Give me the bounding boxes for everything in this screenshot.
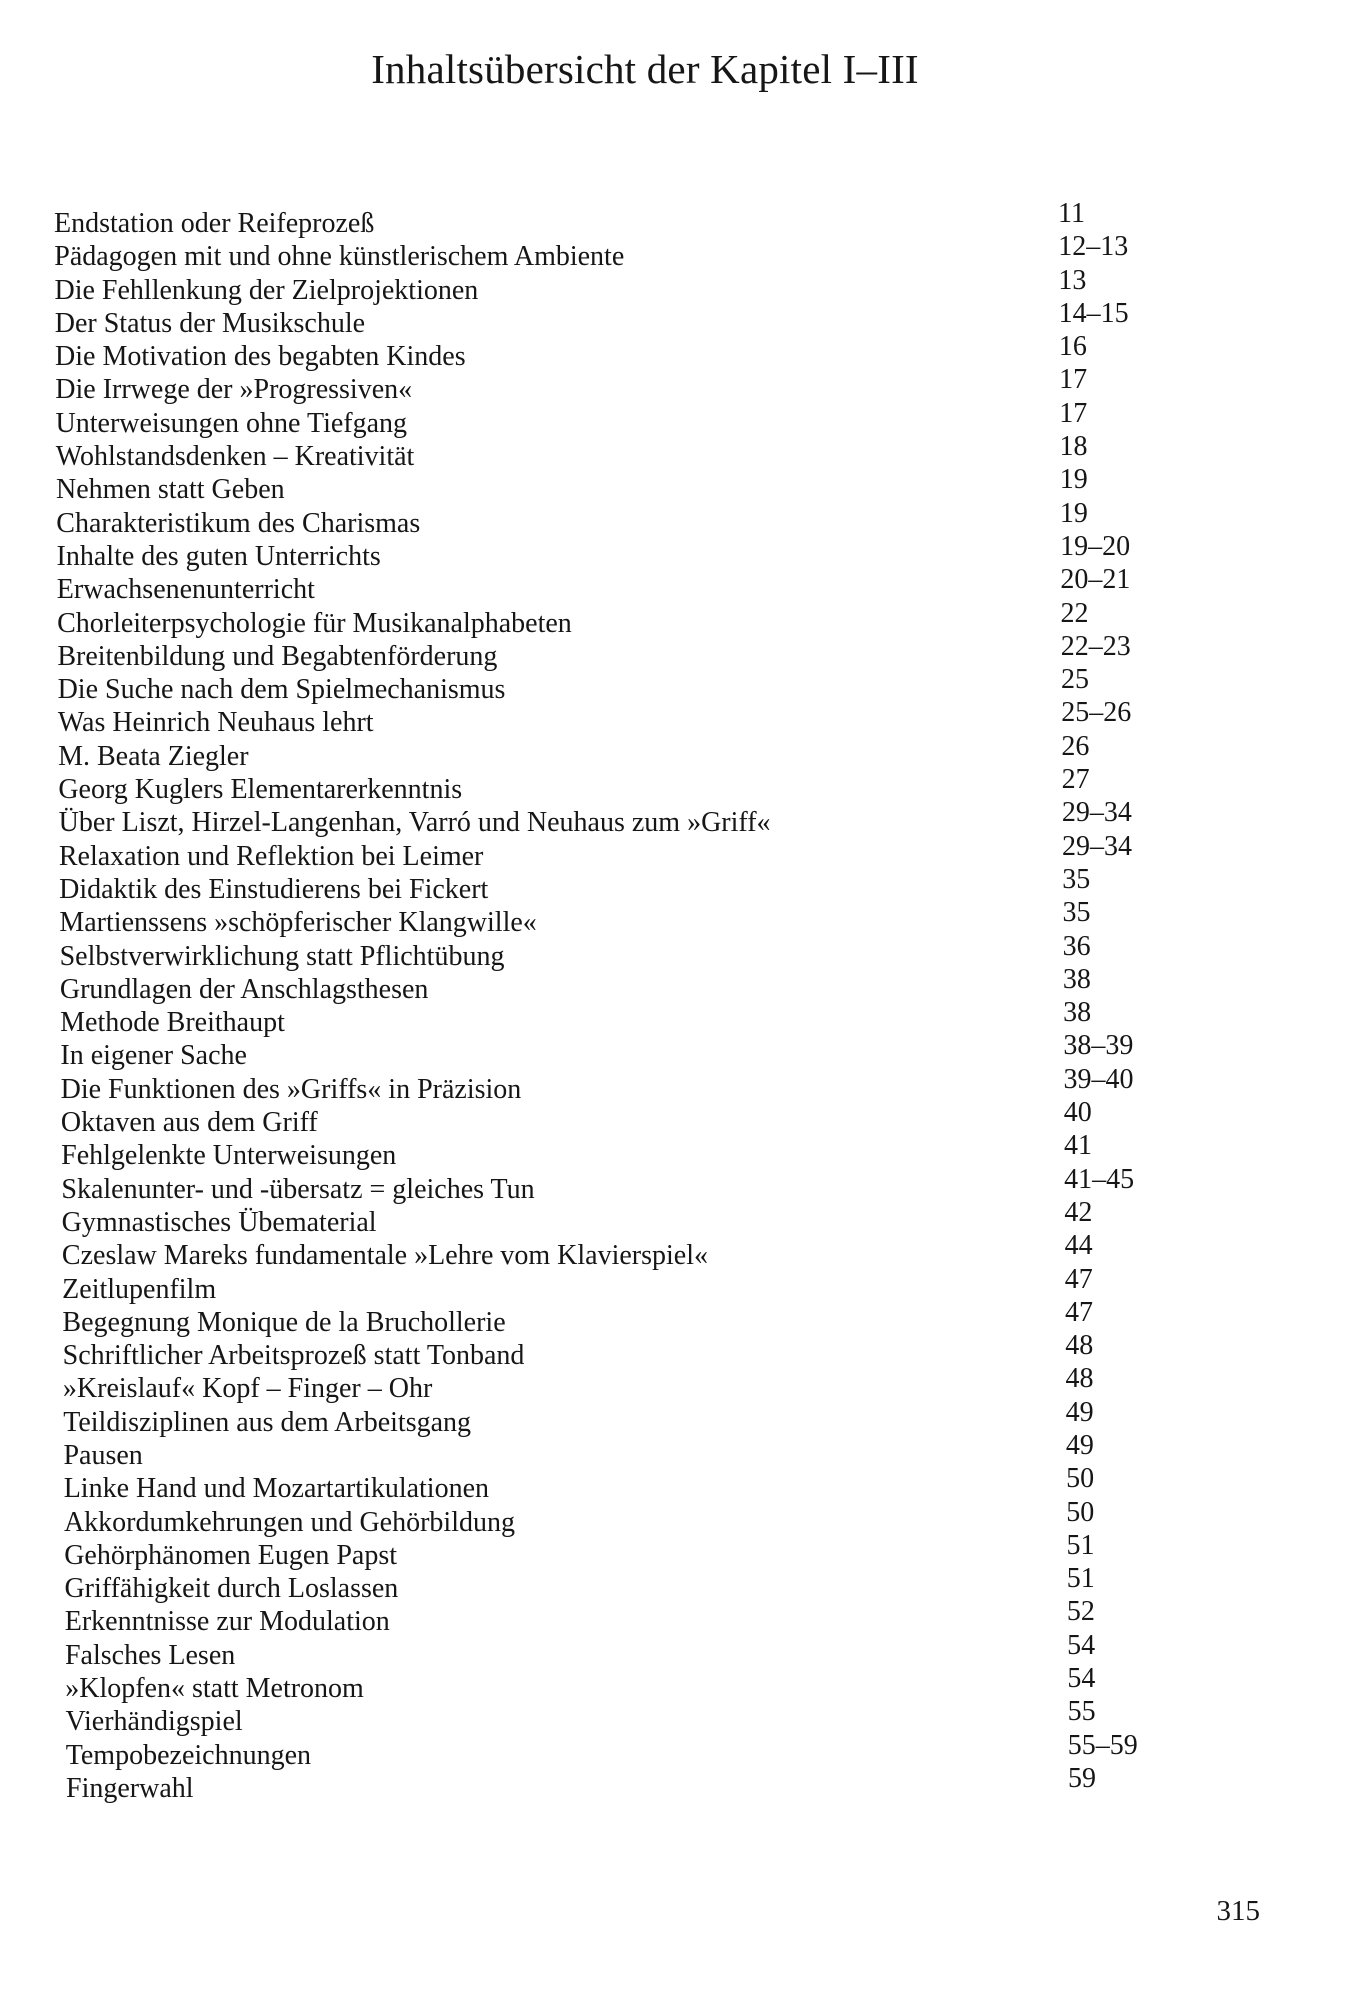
toc-entry-title: Grundlagen der Anschlagsthesen [59, 973, 429, 1005]
toc-entry-page: 59 [1068, 1762, 1096, 1794]
toc-entry [0, 797, 1358, 839]
toc-entry-page: 19–20 [1060, 530, 1131, 562]
toc-entry [0, 1163, 1358, 1205]
toc-entry [0, 497, 1358, 539]
toc-entry-title: Selbstverwirklichung statt Pflichtübung [59, 940, 505, 972]
toc-entry [0, 697, 1358, 739]
toc-entry-title: Pädagogen mit und ohne künstlerischem Ambiente [54, 241, 625, 273]
toc-entry [0, 1496, 1358, 1538]
toc-entry-page: 50 [1066, 1496, 1095, 1528]
toc-entry-page: 19 [1059, 497, 1088, 529]
toc-entry [0, 963, 1358, 1005]
toc-entry [0, 764, 1358, 806]
toc-entry-title: Fehlgelenkte Unterweisungen [61, 1140, 397, 1172]
toc-entry-title: Fingerwahl [66, 1772, 194, 1804]
toc-entry-page: 40 [1063, 1097, 1092, 1129]
toc-entry-title: Relaxation und Reflektion bei Leimer [58, 840, 484, 872]
toc-entry [0, 1529, 1358, 1571]
page-title: Inhaltsübersicht der Kapitel I–III [371, 46, 919, 92]
toc-entry-title: Der Status der Musikschule [54, 307, 366, 339]
toc-entry [0, 1396, 1358, 1438]
toc-entry-page: 16 [1058, 331, 1087, 363]
toc-entry-title: Vierhändigspiel [65, 1706, 243, 1738]
toc-entry-page: 22 [1060, 597, 1089, 629]
toc-entry [0, 198, 1358, 239]
toc-entry-page: 44 [1064, 1230, 1093, 1262]
toc-entry-title: »Klopfen« statt Metronom [65, 1673, 364, 1705]
toc-entry-page: 41–45 [1064, 1163, 1135, 1195]
toc-entry [0, 264, 1358, 306]
toc-entry-title: »Kreislauf« Kopf – Finger – Ohr [62, 1373, 433, 1405]
toc-entry-page: 55 [1067, 1696, 1096, 1728]
toc-entry-title: Skalenunter- und -übersatz = gleiches Tun [61, 1173, 535, 1205]
toc-entry [0, 664, 1358, 706]
toc-entry [0, 564, 1358, 606]
toc-entry-title: Nehmen statt Geben [56, 474, 285, 506]
toc-entry-page: 48 [1065, 1330, 1094, 1362]
toc-entry-page: 49 [1065, 1396, 1094, 1428]
page-number: 315 [1216, 1895, 1260, 1927]
toc-entry-page: 54 [1067, 1663, 1096, 1695]
toc-entry-title: Die Motivation des begabten Kindes [55, 341, 466, 373]
toc-entry-title: M. Beata Ziegler [58, 740, 249, 772]
toc-entry [0, 1130, 1358, 1172]
toc-entry-page: 38–39 [1063, 1030, 1134, 1062]
toc-entry [0, 1563, 1358, 1605]
toc-entry-page: 25–26 [1061, 697, 1132, 729]
toc-entry-title: Unterweisungen ohne Tiefgang [55, 407, 408, 439]
toc-entry-title: Die Suche nach dem Spielmechanismus [57, 674, 506, 706]
toc-entry-page: 38 [1063, 997, 1092, 1029]
toc-entry [0, 630, 1358, 672]
toc-entry [0, 1196, 1358, 1238]
toc-entry-title: Die Fehllenkung der Zielprojektionen [54, 274, 479, 306]
toc-entry [0, 1063, 1358, 1105]
toc-entry-title: Erkenntnisse zur Modulation [64, 1606, 390, 1638]
toc-entry-page: 39–40 [1063, 1063, 1134, 1095]
toc-entry-page: 42 [1064, 1196, 1093, 1228]
toc-entry-page: 26 [1061, 730, 1090, 762]
toc-entry-title: Methode Breithaupt [60, 1007, 285, 1039]
toc-entry [0, 597, 1358, 639]
toc-entry [0, 1696, 1358, 1738]
toc-entry-title: Charakteristikum des Charismas [56, 507, 421, 539]
toc-entry [0, 464, 1358, 506]
toc-entry-page: 13 [1058, 264, 1087, 296]
toc-entry [0, 997, 1358, 1039]
toc-entry [0, 1629, 1358, 1671]
toc-entry-page: 17 [1059, 364, 1088, 396]
toc-entry [0, 1596, 1358, 1638]
toc-entry [0, 1230, 1358, 1272]
toc-entry-page: 20–21 [1060, 564, 1131, 596]
toc-entry [0, 730, 1358, 772]
toc-entry-title: Endstation oder Reifeprozeß [54, 208, 375, 239]
toc-entry-title: Teildisziplinen aus dem Arbeitsgang [63, 1406, 472, 1438]
toc-entry [0, 231, 1358, 273]
toc-entry-title: Martienssens »schöpferischer Klangwille« [59, 907, 537, 939]
toc-entry-title: Akkordumkehrungen und Gehörbildung [63, 1506, 515, 1538]
toc-entry-title: Griffähigkeit durch Loslassen [64, 1573, 399, 1605]
toc-entry-title: Falsches Lesen [64, 1639, 236, 1671]
toc-entry [0, 1429, 1358, 1471]
toc-entry-title: Inhalte des guten Unterrichts [56, 540, 381, 572]
toc-entry-title: Über Liszt, Hirzel-Langenhan, Varró und Neuhaus zum »Griff« [58, 807, 771, 839]
toc-entry-title: Tempobezeichnungen [65, 1739, 312, 1771]
toc-entry [0, 1663, 1358, 1705]
toc-entry-title: Oktaven aus dem Griff [60, 1107, 318, 1139]
toc-entry [0, 1762, 1358, 1804]
toc-entry-page: 35 [1062, 863, 1091, 895]
toc-entry-title: Linke Hand und Mozartartikulationen [63, 1473, 490, 1505]
toc-entry-page: 12–13 [1058, 231, 1129, 263]
table-of-contents [0, 198, 1358, 1804]
toc-entry-title: Chorleiterpsychologie für Musikanalphabeten [57, 607, 572, 639]
toc-entry [0, 1097, 1358, 1139]
toc-entry [0, 1729, 1358, 1771]
toc-entry-page: 50 [1066, 1463, 1095, 1495]
toc-entry-title: Didaktik des Einstudierens bei Fickert [59, 873, 489, 905]
toc-entry-page: 47 [1064, 1263, 1093, 1295]
toc-entry-page: 38 [1062, 963, 1091, 995]
toc-entry-page: 25 [1060, 664, 1089, 696]
toc-entry-title: Pausen [63, 1439, 143, 1471]
toc-entry [0, 530, 1358, 572]
toc-entry-page: 19 [1059, 464, 1088, 496]
toc-entry-page: 48 [1065, 1363, 1094, 1395]
toc-entry-title: Was Heinrich Neuhaus lehrt [57, 707, 374, 739]
toc-entry-title: Schriftlicher Arbeitsprozeß statt Tonband [62, 1340, 525, 1372]
toc-entry-title: Die Funktionen des »Griffs« in Präzision [60, 1073, 522, 1105]
toc-entry-page: 29–34 [1062, 830, 1133, 862]
toc-entry-title: Zeitlupenfilm [62, 1273, 217, 1305]
toc-entry-title: Begegnung Monique de la Bruchollerie [62, 1306, 506, 1338]
toc-entry [0, 863, 1358, 905]
toc-entry-page: 55–59 [1067, 1729, 1138, 1761]
toc-entry-page: 14–15 [1058, 297, 1129, 329]
toc-entry-page: 29–34 [1061, 797, 1132, 829]
toc-entry [0, 1263, 1358, 1305]
toc-entry-page: 35 [1062, 897, 1091, 929]
toc-entry [0, 1296, 1358, 1338]
toc-entry [0, 297, 1358, 339]
toc-entry-page: 18 [1059, 431, 1088, 463]
toc-entry-title: Die Irrwege der »Progressiven« [55, 374, 413, 406]
toc-entry-title: In eigener Sache [60, 1040, 247, 1072]
toc-entry-page: 47 [1065, 1296, 1094, 1328]
toc-entry-page: 11 [1058, 198, 1085, 229]
toc-entry-page: 49 [1065, 1429, 1094, 1461]
toc-entry-page: 41 [1063, 1130, 1092, 1162]
toc-entry-page: 52 [1066, 1596, 1095, 1628]
toc-entry [0, 1363, 1358, 1405]
toc-entry-title: Gehörphänomen Eugen Papst [64, 1539, 398, 1571]
toc-entry [0, 1330, 1358, 1372]
toc-entry [0, 431, 1358, 473]
toc-entry-title: Erwachsenenunterricht [56, 574, 315, 606]
toc-entry-title: Breitenbildung und Begabtenförderung [57, 640, 498, 672]
toc-entry-page: 51 [1066, 1529, 1095, 1561]
toc-entry [0, 1030, 1358, 1072]
toc-entry-page: 22–23 [1060, 630, 1131, 662]
toc-entry-title: Georg Kuglers Elementarerkenntnis [58, 774, 463, 806]
toc-entry [0, 830, 1358, 872]
toc-entry-page: 27 [1061, 764, 1090, 796]
toc-entry-title: Czeslaw Mareks fundamentale »Lehre vom Klavierspiel« [61, 1240, 709, 1272]
toc-entry-title: Wohlstandsdenken – Kreativität [55, 441, 415, 473]
toc-entry [0, 897, 1358, 939]
toc-entry [0, 331, 1358, 373]
toc-entry-page: 17 [1059, 397, 1088, 429]
toc-entry [0, 397, 1358, 439]
toc-entry-page: 36 [1062, 930, 1091, 962]
toc-entry [0, 364, 1358, 406]
toc-entry-page: 54 [1067, 1629, 1096, 1661]
toc-entry [0, 930, 1358, 972]
toc-entry-page: 51 [1066, 1563, 1095, 1595]
toc-entry [0, 1463, 1358, 1505]
toc-entry-title: Gymnastisches Übematerial [61, 1206, 377, 1238]
